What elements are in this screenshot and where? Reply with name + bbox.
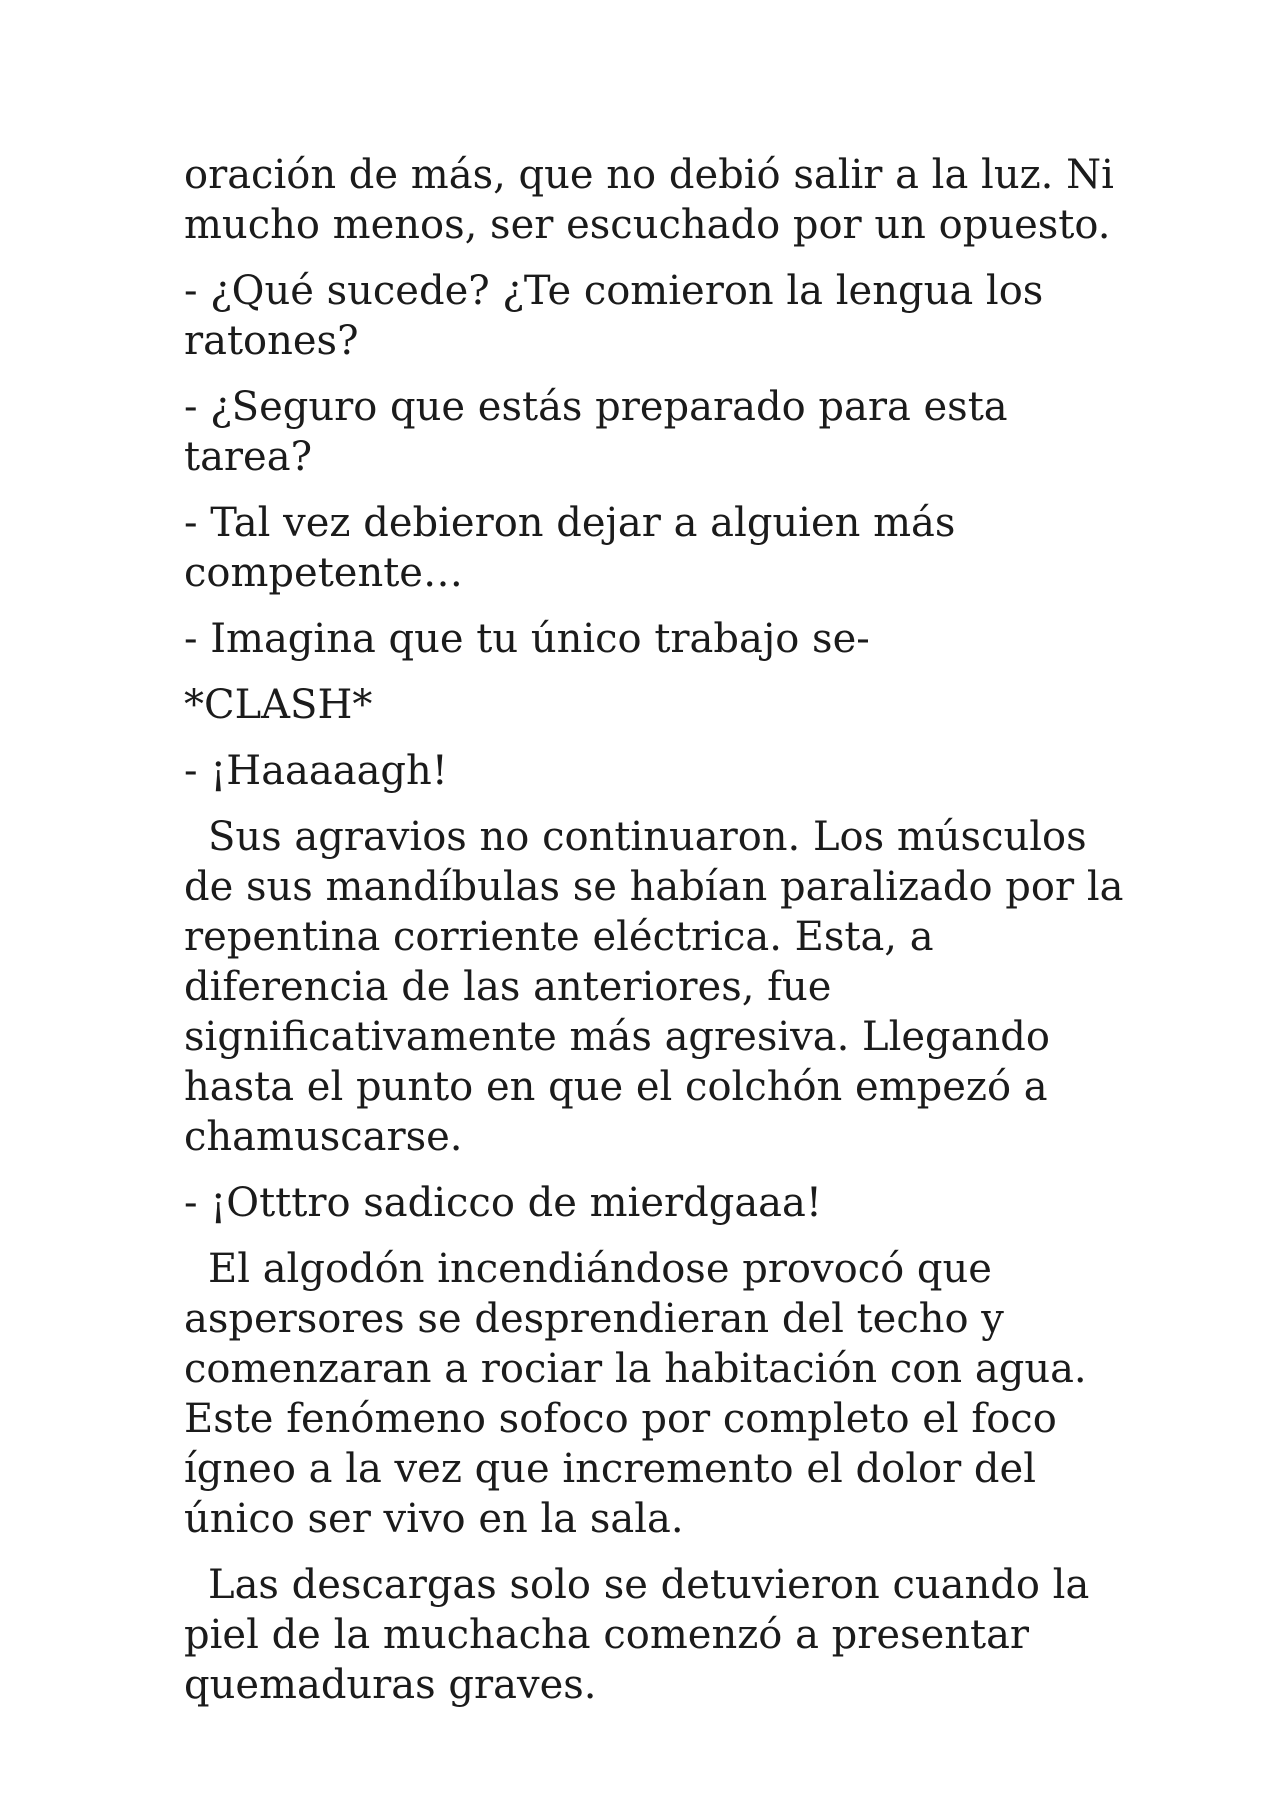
dialogue-line-2: - ¿Seguro que estás preparado para esta tarea?: [184, 384, 1021, 480]
dialogue-line-5: - ¡Haaaaagh!: [184, 748, 448, 794]
paragraph-4: Las descargas solo se detuvieron cuando la piel de la muchacha comenzó a presentar quemaduras graves.: [184, 1562, 1103, 1708]
dialogue-line-3: - Tal vez debieron dejar a alguien más competente…: [184, 500, 969, 596]
dialogue-line-4: - Imagina que tu único trabajo se-: [184, 616, 870, 662]
paragraph-1: oración de más, que no debió salir a la luz. Ni mucho menos, ser escuchado por un opuesto.: [184, 152, 1127, 248]
paragraph-2: Sus agravios no continuaron. Los músculos de sus mandíbulas se habían paralizado por la repentina corriente eléctrica. Esta, a diferencia de las anteriores, fue significativamente más agresiva. Llegando hasta el punto en que el colchón empezó a chamuscarse.: [184, 814, 1137, 1160]
paragraph-3: El algodón incendiándose provocó que aspersores se desprendieran del techo y comenzaran a rociar la habitación con agua. Este fenómeno sofoco por completo el foco ígneo a la vez que incremento el dolor del único ser vivo en la sala.: [184, 1246, 1100, 1542]
dialogue-line-6: - ¡Otttro sadicco de mierdgaaa!: [184, 1180, 822, 1226]
dialogue-line-1: - ¿Qué sucede? ¿Te comieron la lengua los ratones?: [184, 268, 1057, 364]
document-page: [184, 150, 1137, 1726]
sound-effect: *CLASH*: [184, 682, 373, 728]
